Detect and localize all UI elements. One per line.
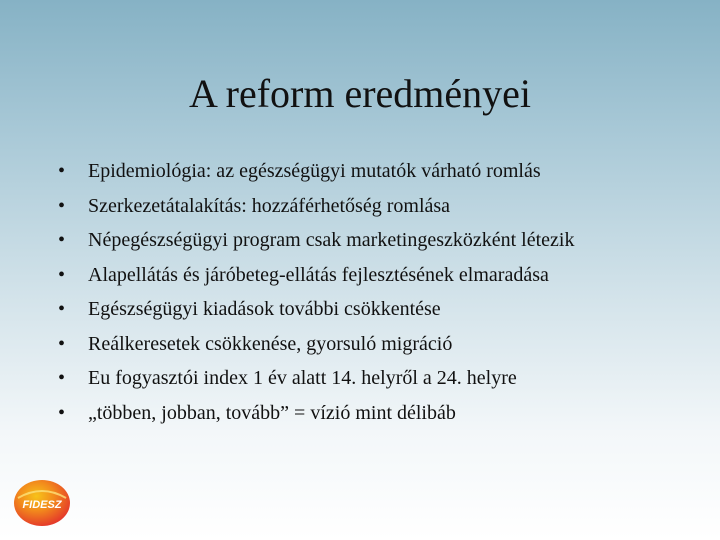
slide-title: A reform eredményei (188, 71, 532, 116)
bullet-item (56, 333, 656, 356)
bullet-icon: • (58, 298, 66, 320)
bullet-icon: • (58, 194, 66, 217)
bullet-text: Reálkeresetek csökkenése, gyorsuló migráció (88, 332, 453, 355)
bullet-text: „többen, jobban, tovább” = vízió mint délibáb (88, 401, 456, 424)
bullet-text: Alapellátás és járóbeteg-ellátás fejlesztésének elmaradása (88, 263, 549, 286)
logo-text: FIDESZ (22, 499, 62, 511)
bullet-text: Epidemiológia: az egészségügyi mutatók várható romlás (88, 160, 541, 182)
bullet-text: Eu fogyasztói index 1 év alatt 14. helyről a 24. helyre (88, 367, 517, 389)
fidesz-logo (12, 478, 72, 528)
bullet-icon: • (58, 401, 66, 424)
bullet-item (56, 298, 656, 321)
bullet-item (56, 229, 648, 252)
bullet-icon: • (58, 263, 66, 286)
bullet-text: Népegészségügyi program csak marketingeszközként létezik (88, 229, 575, 251)
bullet-icon: • (58, 160, 66, 182)
bullet-text: Egészségügyi kiadások további csökkentése (88, 298, 441, 320)
bullet-icon: • (58, 367, 66, 389)
bullet-icon: • (58, 332, 66, 355)
bullet-icon: • (58, 229, 66, 251)
bullet-item (56, 264, 656, 287)
bullet-list (56, 160, 656, 436)
bullet-item (56, 402, 656, 425)
bullet-item (56, 195, 656, 218)
bullet-item (56, 367, 656, 390)
bullet-item (56, 160, 656, 183)
bullet-text: Szerkezetátalakítás: hozzáférhetőség romlása (88, 194, 451, 217)
